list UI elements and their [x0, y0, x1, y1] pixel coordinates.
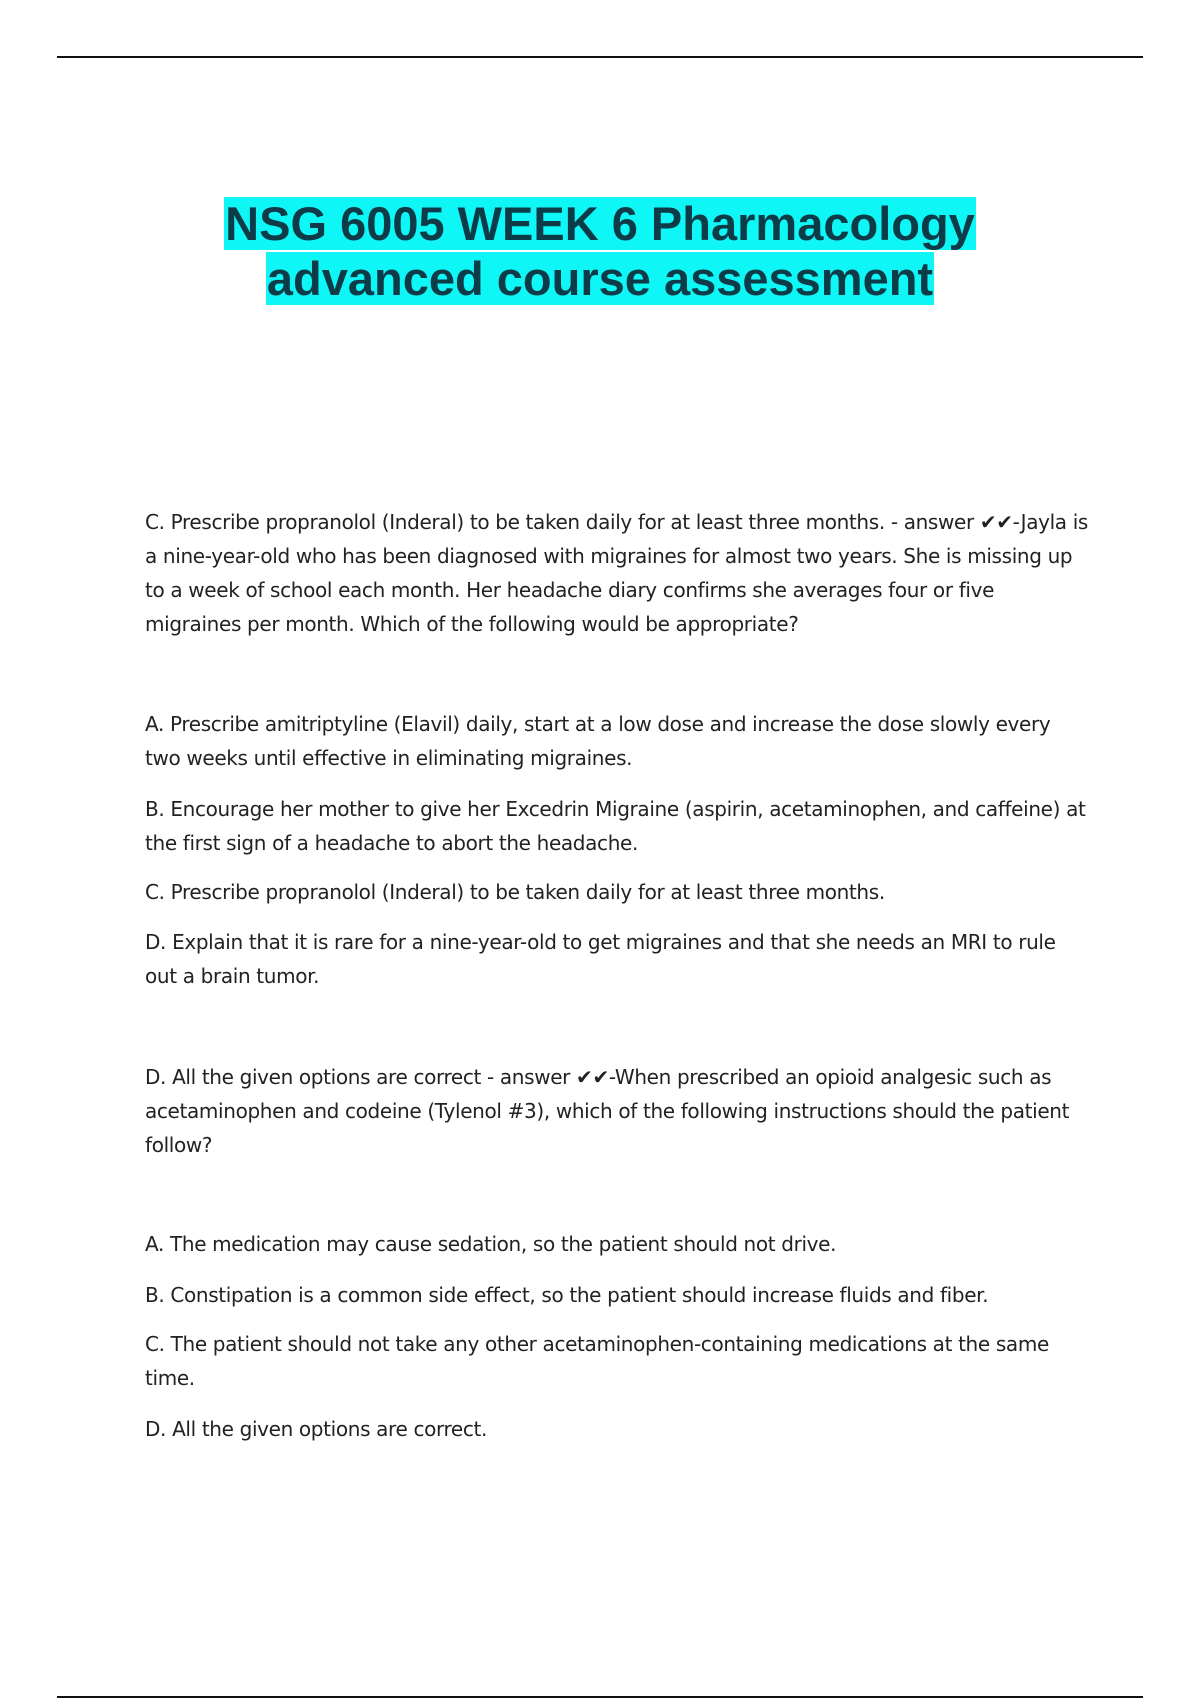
title-line-1: NSG 6005 WEEK 6 Pharmacology: [225, 197, 975, 250]
question-2-prompt: D. All the given options are correct - answer ✔✔-When prescribed an opioid analgesic such as acetaminophen and codeine (Tylenol #3), which of the following instructions should the patient follow?: [145, 1065, 1070, 1157]
document-title: [0, 196, 1200, 306]
title-line-2: advanced course assessment: [266, 252, 934, 305]
question-2-option-c: C. The patient should not take any other acetaminophen-containing medications at the same time.: [145, 1332, 1049, 1390]
question-1-option-c: C. Prescribe propranolol (Inderal) to be taken daily for at least three months.: [145, 880, 885, 904]
question-2-option-d: D. All the given options are correct.: [145, 1417, 488, 1441]
question-1-option-b: B. Encourage her mother to give her Excedrin Migraine (aspirin, acetaminophen, and caffeine) at the first sign of a headache to abort the headache.: [145, 797, 1086, 855]
question-1-prompt: C. Prescribe propranolol (Inderal) to be taken daily for at least three months. - answer ✔✔-Jayla is a nine-year-old who has been diagnosed with migraines for almost two years. She is missing up to a week of school each month. Her headache diary confirms she averages four or five migraines per month. Which of the following would be appropriate?: [145, 510, 1088, 636]
bottom-rule: [57, 1696, 1143, 1698]
question-1-option-d: D. Explain that it is rare for a nine-year-old to get migraines and that she needs an MRI to rule out a brain tumor.: [145, 930, 1056, 988]
top-rule: [57, 56, 1143, 58]
question-2-option-b: B. Constipation is a common side effect, so the patient should increase fluids and fiber.: [145, 1283, 989, 1307]
question-1-option-a: A. Prescribe amitriptyline (Elavil) daily, start at a low dose and increase the dose slowly every two weeks until effective in eliminating migraines.: [145, 712, 1051, 770]
question-2-option-a: A. The medication may cause sedation, so the patient should not drive.: [145, 1232, 837, 1256]
